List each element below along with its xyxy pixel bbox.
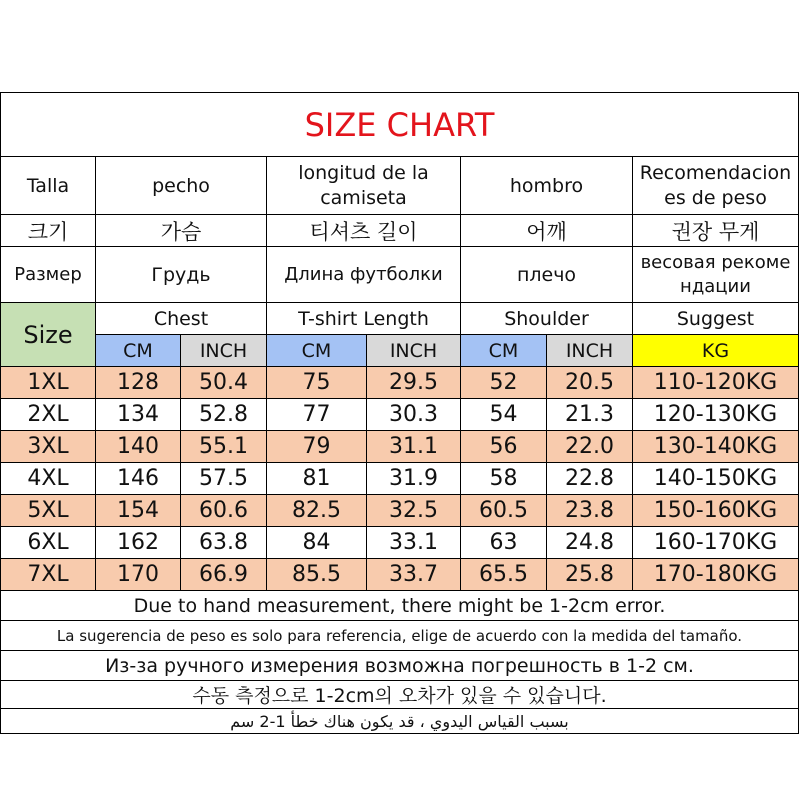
header-ru-size: Размер <box>0 246 95 302</box>
note-row-ru <box>0 650 799 680</box>
cell-size: 7XL <box>0 558 95 590</box>
header-en-shoulder: Shoulder <box>460 302 632 334</box>
header-en-length: T-shirt Length <box>266 302 460 334</box>
cell-chest-cm: 140 <box>95 430 180 462</box>
table-row <box>0 526 799 558</box>
note-row-en <box>0 590 799 620</box>
header-ru-weight: весовая рекомендации <box>632 246 799 302</box>
cell-weight: 150-160KG <box>632 494 799 526</box>
cell-shoulder-cm: 56 <box>460 430 546 462</box>
header-row-ru <box>0 246 799 302</box>
cell-length-cm: 84 <box>266 526 366 558</box>
header-row-ko <box>0 214 799 246</box>
size-chart-table <box>0 92 799 734</box>
header-ru-shoulder: плечо <box>460 246 632 302</box>
note-ar: بسبب القياس اليدوي ، قد يكون هناك خطأ 1-2 سم <box>0 708 799 734</box>
unit-shoulder-inch: INCH <box>546 334 632 366</box>
header-es-weight: Recomendaciones de peso <box>632 156 799 214</box>
cell-shoulder-inch: 25.8 <box>546 558 632 590</box>
unit-shoulder-cm: CM <box>460 334 546 366</box>
cell-weight: 110-120KG <box>632 366 799 398</box>
cell-length-inch: 29.5 <box>366 366 460 398</box>
cell-length-cm: 82.5 <box>266 494 366 526</box>
cell-chest-cm: 154 <box>95 494 180 526</box>
cell-length-cm: 81 <box>266 462 366 494</box>
header-ko-weight: 권장 무게 <box>632 214 799 246</box>
table-row <box>0 430 799 462</box>
cell-chest-inch: 50.4 <box>180 366 266 398</box>
cell-length-cm: 85.5 <box>266 558 366 590</box>
note-row-es <box>0 620 799 650</box>
header-ko-shoulder: 어깨 <box>460 214 632 246</box>
cell-chest-inch: 66.9 <box>180 558 266 590</box>
cell-size: 2XL <box>0 398 95 430</box>
cell-chest-inch: 63.8 <box>180 526 266 558</box>
table-row <box>0 494 799 526</box>
cell-shoulder-cm: 63 <box>460 526 546 558</box>
cell-size: 4XL <box>0 462 95 494</box>
cell-chest-cm: 134 <box>95 398 180 430</box>
cell-length-cm: 79 <box>266 430 366 462</box>
header-es-shoulder: hombro <box>460 156 632 214</box>
cell-weight: 160-170KG <box>632 526 799 558</box>
cell-chest-cm: 128 <box>95 366 180 398</box>
title-row <box>0 92 799 156</box>
note-ru: Из-за ручного измерения возможна погрешность в 1-2 см. <box>0 650 799 680</box>
cell-chest-cm: 162 <box>95 526 180 558</box>
cell-weight: 120-130KG <box>632 398 799 430</box>
cell-chest-inch: 60.6 <box>180 494 266 526</box>
note-ko: 수동 측정으로 1-2cm의 오차가 있을 수 있습니다. <box>0 680 799 708</box>
table-row <box>0 462 799 494</box>
header-en-size: Size <box>0 302 95 366</box>
cell-shoulder-cm: 65.5 <box>460 558 546 590</box>
cell-length-inch: 33.7 <box>366 558 460 590</box>
header-ru-length: Длина футболки <box>266 246 460 302</box>
cell-shoulder-inch: 21.3 <box>546 398 632 430</box>
note-row-ar <box>0 708 799 734</box>
unit-chest-cm: CM <box>95 334 180 366</box>
cell-shoulder-cm: 58 <box>460 462 546 494</box>
cell-weight: 130-140KG <box>632 430 799 462</box>
header-es-chest: pecho <box>95 156 266 214</box>
cell-length-inch: 31.1 <box>366 430 460 462</box>
header-en-chest: Chest <box>95 302 266 334</box>
page-title: SIZE CHART <box>0 92 799 156</box>
cell-length-inch: 32.5 <box>366 494 460 526</box>
note-en: Due to hand measurement, there might be 1-2cm error. <box>0 590 799 620</box>
cell-size: 3XL <box>0 430 95 462</box>
cell-length-inch: 33.1 <box>366 526 460 558</box>
cell-shoulder-cm: 60.5 <box>460 494 546 526</box>
table-row <box>0 398 799 430</box>
cell-length-cm: 77 <box>266 398 366 430</box>
header-ru-chest: Грудь <box>95 246 266 302</box>
header-ko-size: 크기 <box>0 214 95 246</box>
cell-length-inch: 30.3 <box>366 398 460 430</box>
note-row-ko <box>0 680 799 708</box>
cell-size: 1XL <box>0 366 95 398</box>
header-en-suggest: Suggest <box>632 302 799 334</box>
cell-weight: 140-150KG <box>632 462 799 494</box>
cell-shoulder-inch: 22.8 <box>546 462 632 494</box>
table-row <box>0 558 799 590</box>
cell-chest-inch: 57.5 <box>180 462 266 494</box>
unit-chest-inch: INCH <box>180 334 266 366</box>
cell-shoulder-inch: 20.5 <box>546 366 632 398</box>
cell-chest-inch: 52.8 <box>180 398 266 430</box>
cell-length-cm: 75 <box>266 366 366 398</box>
header-row-es <box>0 156 799 214</box>
header-ko-length: 티셔츠 길이 <box>266 214 460 246</box>
note-es: La sugerencia de peso es solo para referencia, elige de acuerdo con la medida del tamaño. <box>0 620 799 650</box>
cell-size: 5XL <box>0 494 95 526</box>
cell-shoulder-inch: 24.8 <box>546 526 632 558</box>
cell-shoulder-cm: 52 <box>460 366 546 398</box>
cell-shoulder-inch: 23.8 <box>546 494 632 526</box>
unit-weight-kg: KG <box>632 334 799 366</box>
unit-length-cm: CM <box>266 334 366 366</box>
table-row <box>0 366 799 398</box>
cell-size: 6XL <box>0 526 95 558</box>
cell-length-inch: 31.9 <box>366 462 460 494</box>
header-ko-chest: 가슴 <box>95 214 266 246</box>
header-row-en <box>0 302 799 366</box>
cell-chest-inch: 55.1 <box>180 430 266 462</box>
unit-length-inch: INCH <box>366 334 460 366</box>
cell-shoulder-cm: 54 <box>460 398 546 430</box>
cell-shoulder-inch: 22.0 <box>546 430 632 462</box>
header-es-length: longitud de la camiseta <box>266 156 460 214</box>
cell-weight: 170-180KG <box>632 558 799 590</box>
cell-chest-cm: 170 <box>95 558 180 590</box>
header-es-size: Talla <box>0 156 95 214</box>
cell-chest-cm: 146 <box>95 462 180 494</box>
